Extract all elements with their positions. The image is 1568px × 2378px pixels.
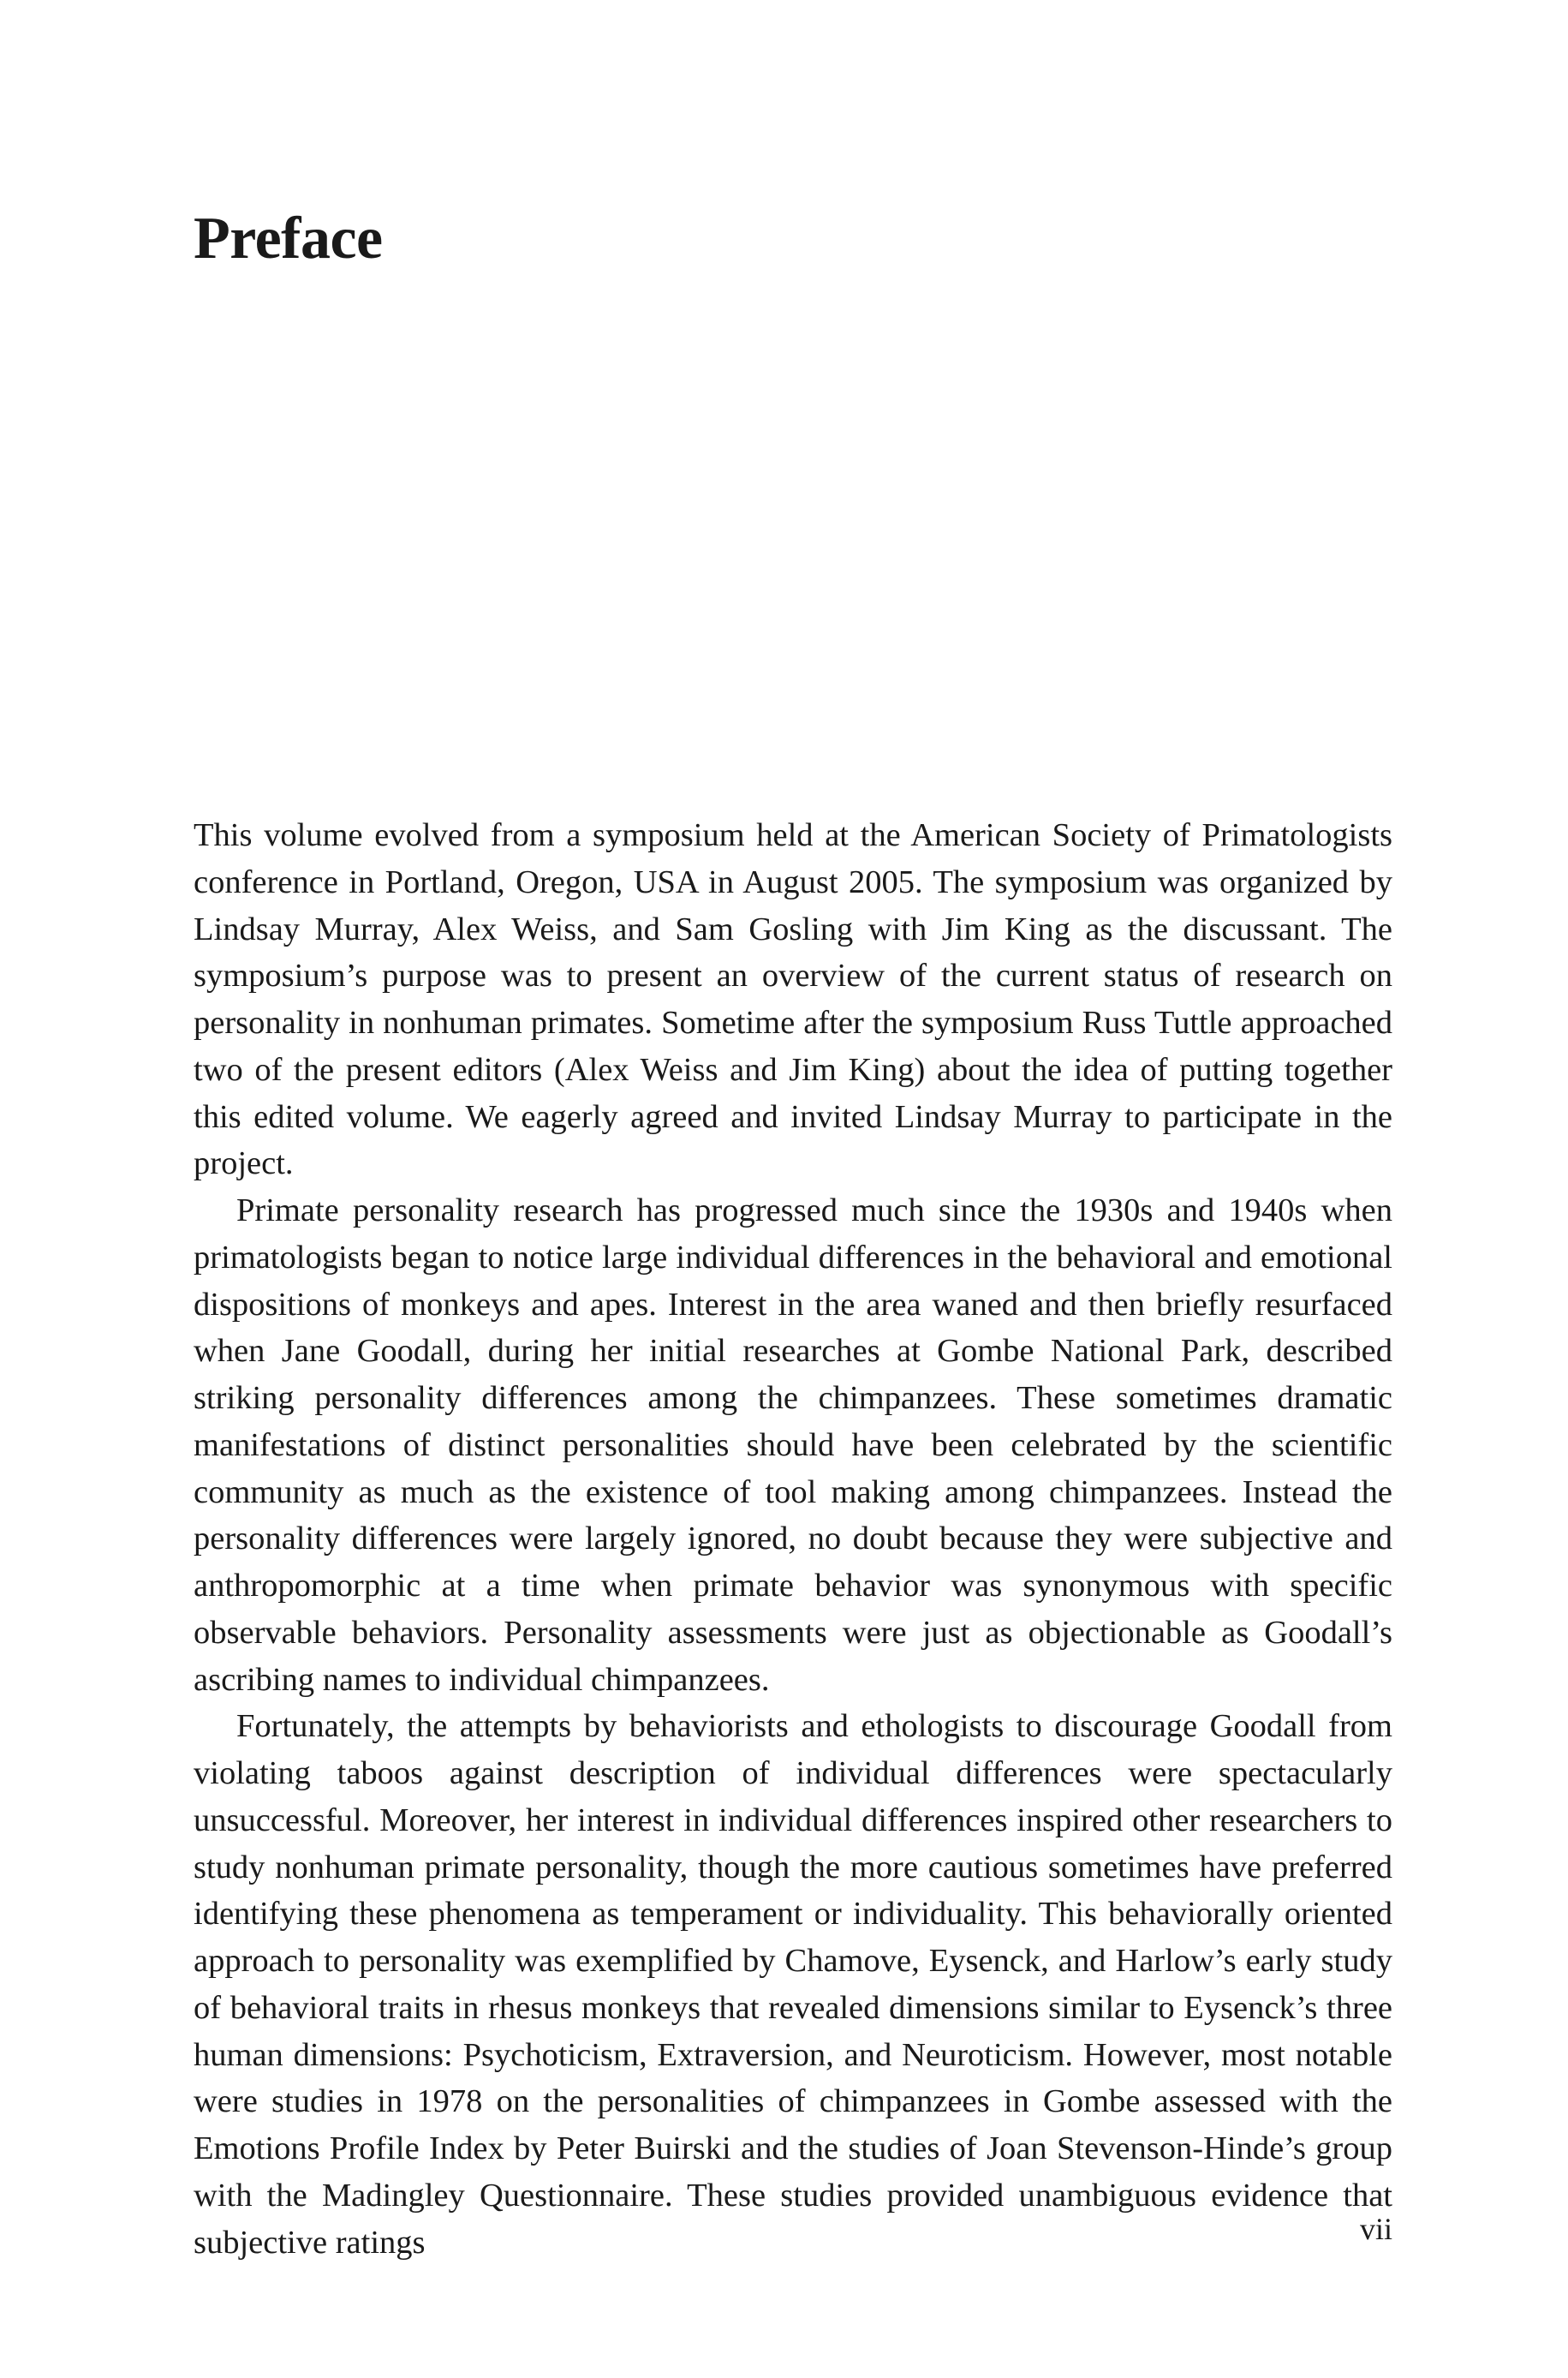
paragraph-3: Fortunately, the attempts by behaviorists and ethologists to discourage Goodall from violating taboos against description of individual differences were spectacularly unsuccessful. Moreover, her interest in individual differences inspired other researchers to study nonhuman primate personality, though the more cautious sometimes have preferred identifying these phenomena as temperament or individuality. This behaviorally oriented approach to personality was exemplified by Chamove, Eysenck, and Harlow’s early study of behavioral traits in rhesus monkeys that revealed dimensions similar to Eysenck’s three human dimensions: Psychoticism, Extraversion, and Neuroticism. However, most notable were studies in 1978 on the personalities of chimpanzees in Gombe assessed with the Emotions Profile Index by Peter Buirski and the studies of Joan Stevenson-Hinde’s group with the Madingley Questionnaire. These studies provided unambiguous evidence that subjective ratings — [194, 1708, 1392, 2261]
page-title: Preface — [194, 206, 383, 272]
paragraph-2: Primate personality research has progressed much since the 1930s and 1940s when primatologists began to notice large individual differences in the behavioral and emotional dispositions of monkeys and apes. Interest in the area waned and then briefly resurfaced when Jane Goodall, during her initial researches at Gombe National Park, described striking personality differences among the chimpanzees. These sometimes dramatic manifestations of distinct personalities should have been celebrated by the scientific community as much as the existence of tool making among chimpanzees. Instead the personality differences were largely ignored, no doubt because they were subjective and anthropomorphic at a time when primate behavior was synonymous with specific observable behaviors. Personality assessments were just as objectionable as Goodall’s ascribing names to individual chimpanzees. — [194, 1192, 1392, 1698]
preface-body — [194, 812, 1392, 2266]
page-number: vii — [1359, 2212, 1392, 2246]
paragraph-1: This volume evolved from a symposium held at the American Society of Primatologists conference in Portland, Oregon, USA in August 2005. The symposium was organized by Lindsay Murray, Alex Weiss, and Sam Gosling with Jim King as the discussant. The symposium’s purpose was to present an overview of the current status of research on personality in nonhuman primates. Sometime after the symposium Russ Tuttle approached two of the present editors (Alex Weiss and Jim King) about the idea of putting together this edited volume. We eagerly agreed and invited Lindsay Murray to participate in the project. — [194, 817, 1392, 1182]
